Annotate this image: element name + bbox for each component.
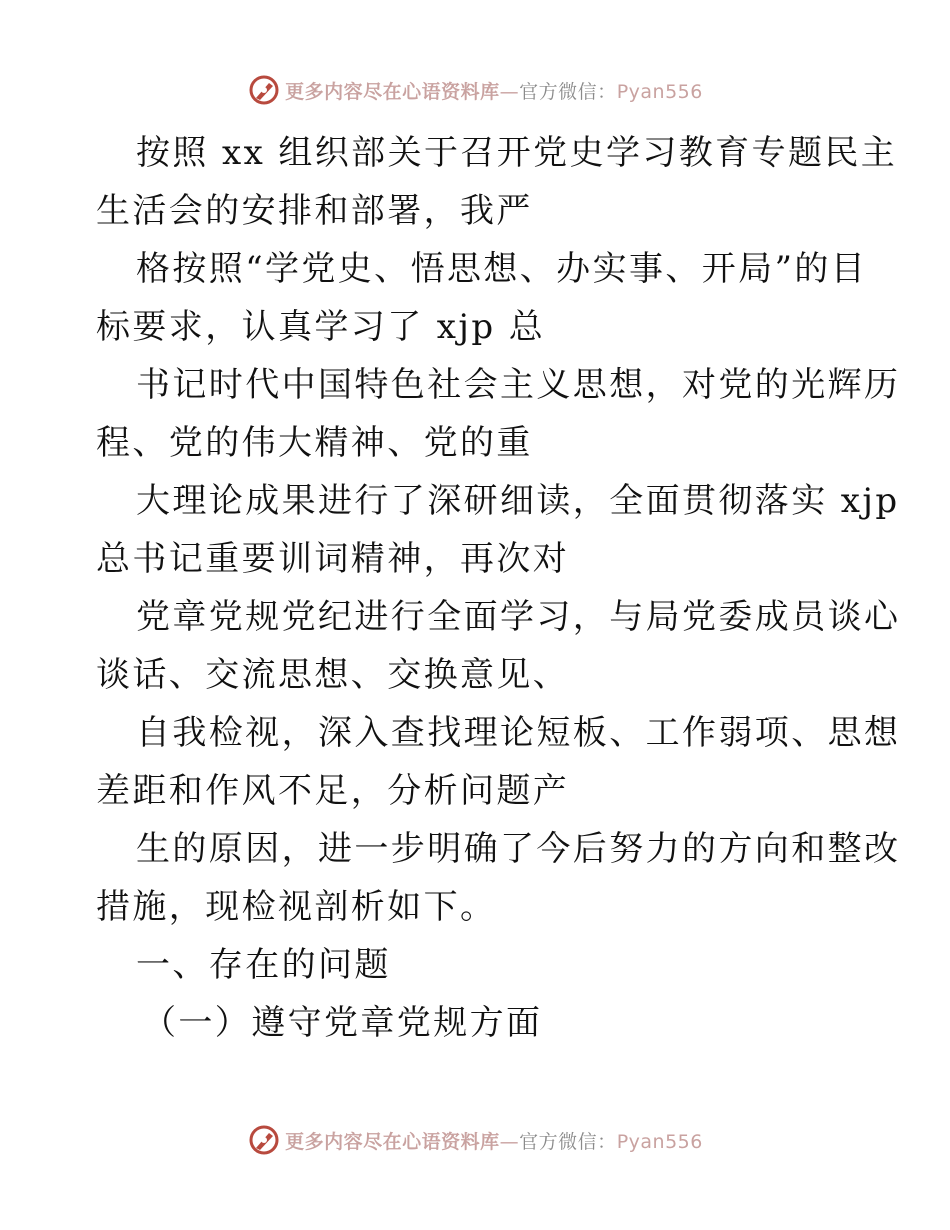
footer-watermark: [0, 1120, 950, 1160]
body-line: 自我检视，深入查找理论短板、工作弱项、思想: [136, 713, 901, 753]
watermark-official: 官方微信：: [519, 80, 617, 103]
watermark-text: [285, 77, 703, 104]
watermark-main: 更多内容尽在心语资料库: [285, 80, 500, 103]
body-line: 生活会的安排和部署，我严: [96, 191, 533, 231]
watermark-id: Pyan556: [616, 80, 703, 103]
watermark-id: Pyan556: [616, 1130, 703, 1153]
body-line: 总书记重要训词精神，再次对: [96, 539, 570, 579]
body-line: 按照 xx 组织部关于召开党史学习教育专题民主: [136, 133, 898, 173]
section-heading: 一、存在的问题: [136, 945, 391, 985]
body-line: 大理论成果进行了深研细读，全面贯彻落实 xjp: [136, 481, 900, 521]
body-line: 生的原因，进一步明确了今后努力的方向和整改: [136, 829, 901, 869]
watermark-text: [285, 1127, 703, 1154]
header-watermark: [0, 70, 950, 110]
pen-logo-icon: [247, 1123, 281, 1157]
watermark-main: 更多内容尽在心语资料库: [285, 1130, 500, 1153]
body-line: 谈话、交流思想、交换意见、: [96, 655, 570, 695]
document-body: [96, 124, 901, 1052]
body-line: 差距和作风不足，分析问题产: [96, 771, 570, 811]
pen-logo-icon: [247, 73, 281, 107]
watermark-dash: —: [499, 80, 520, 103]
body-line: 措施，现检视剖析如下。: [96, 887, 497, 927]
body-line: 程、党的伟大精神、党的重: [96, 423, 533, 463]
body-line: 格按照“学党史、悟思想、办实事、开局”的目: [136, 249, 868, 289]
watermark-official: 官方微信：: [519, 1130, 617, 1153]
body-line: 书记时代中国特色社会主义思想，对党的光辉历: [136, 365, 901, 405]
subsection-heading: （一）遵守党章党规方面: [142, 1003, 543, 1043]
watermark-dash: —: [499, 1130, 520, 1153]
body-line: 标要求，认真学习了 xjp 总: [96, 307, 546, 347]
body-line: 党章党规党纪进行全面学习，与局党委成员谈心: [136, 597, 901, 637]
